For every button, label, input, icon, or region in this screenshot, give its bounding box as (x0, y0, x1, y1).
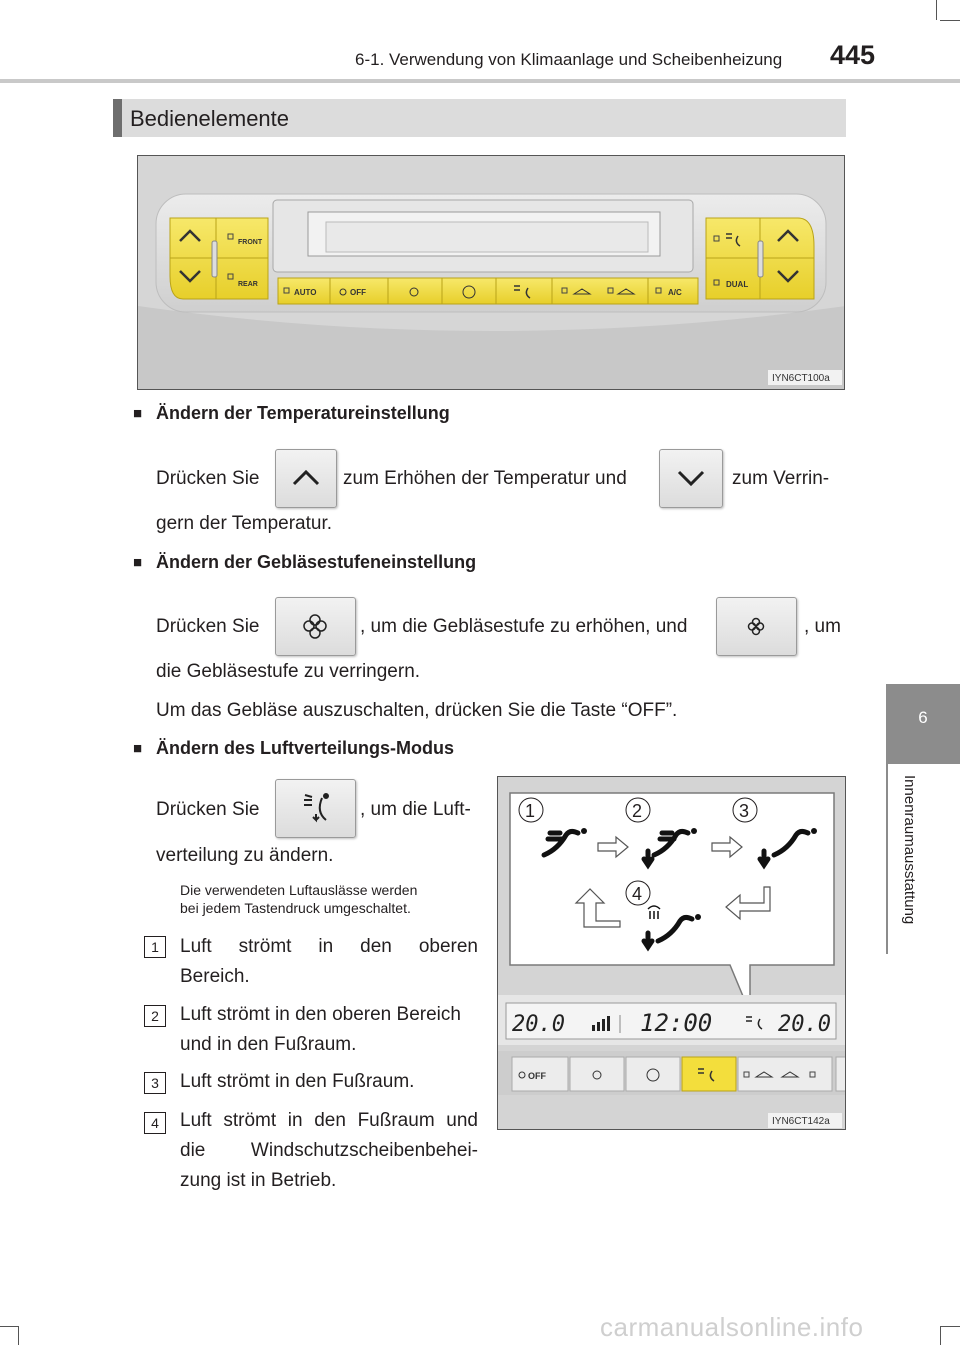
list-item-line: zung ist in Betrieb. (180, 1170, 337, 1191)
display-left-temperature: 20.0 (512, 1012, 565, 1037)
temperature-down-button-image (659, 449, 723, 508)
fan-small-icon (717, 598, 796, 655)
list-item (180, 1106, 478, 1196)
fan-text-end: , um (804, 616, 841, 637)
rear-defrost-label: REAR (238, 281, 258, 288)
front-defrost-label: FRONT (238, 239, 263, 246)
off-label: OFF (528, 1071, 546, 1081)
ac-label: A/C (668, 288, 682, 297)
list-number: 1 (144, 936, 166, 958)
airflow-mode-icon (276, 780, 355, 837)
list-item-line: die Windschutzscheibenbehei- (180, 1140, 478, 1161)
climate-panel-photo (137, 155, 845, 390)
crop-mark (940, 20, 960, 21)
list-item-line: Bereich. (180, 966, 250, 987)
running-header: 6-1. Verwendung von Klimaanlage und Scheibenheizung (355, 50, 783, 69)
temperature-text-start: Drücken Sie (156, 468, 260, 489)
climate-panel-illustration (138, 156, 845, 390)
fan-text-start: Drücken Sie (156, 616, 260, 637)
airflow-text-end: , um die Luft- (360, 799, 471, 820)
list-item-line: Luft strömt in den oberen Bereich (180, 1004, 461, 1025)
list-item (180, 1067, 478, 1097)
bullet-square: ■ (133, 405, 143, 422)
crop-mark (936, 0, 937, 20)
list-item-line: Luft strömt in den oberen (180, 936, 478, 957)
fan-off-text: Um das Gebläse auszuschalten, drücken Sie die Taste “OFF”. (156, 700, 678, 721)
callout-number: 4 (632, 884, 643, 904)
chevron-down-icon (660, 450, 722, 507)
header-rule (0, 79, 960, 83)
list-item (180, 1000, 478, 1060)
temperature-text-middle: zum Erhöhen der Temperatur und (343, 468, 627, 489)
page-number: 445 (830, 40, 876, 70)
fan-down-button-image (716, 597, 797, 656)
bullet-square: ■ (133, 740, 143, 757)
fan-large-icon (276, 598, 355, 655)
display-clock: 12:00 (640, 1009, 713, 1037)
callout-number: 2 (632, 801, 643, 821)
list-number: 4 (144, 1112, 166, 1134)
list-item (180, 932, 478, 992)
airflow-mode-diagram (498, 777, 846, 1130)
crop-mark (18, 1326, 19, 1345)
crop-mark (0, 1326, 18, 1327)
airflow-mode-button-image (275, 779, 356, 838)
section-title: Bedienelemente (130, 106, 290, 131)
section-heading-accent (113, 99, 122, 137)
fan-text-line2: die Gebläsestufe zu verringern. (156, 661, 421, 682)
fan-heading: Ändern der Gebläsestufeneinstellung (156, 552, 477, 572)
airflow-text-start: Drücken Sie (156, 799, 260, 820)
list-number: 2 (144, 1005, 166, 1027)
airflow-text-line2: verteilung zu ändern. (156, 845, 334, 866)
temperature-text-line2: gern der Temperatur. (156, 513, 333, 534)
display-right-temperature: 20.0 (778, 1012, 831, 1037)
list-number: 3 (144, 1072, 166, 1094)
chapter-number: 6 (918, 708, 928, 727)
auto-label: AUTO (294, 288, 317, 297)
off-label: OFF (350, 288, 366, 297)
callout-number: 3 (739, 801, 750, 821)
airflow-note-line1: Die verwendeten Luftauslässe werden (180, 882, 418, 898)
callout-number: 1 (525, 801, 536, 821)
photo-code: IYN6CT100a (772, 373, 830, 384)
fan-text-middle: , um die Gebläsestufe zu erhöhen, und (360, 616, 688, 637)
crop-mark (940, 1326, 941, 1345)
list-item-line: Luft strömt in den Fußraum und (180, 1110, 478, 1131)
temperature-text-end: zum Verrin- (732, 468, 830, 489)
chevron-up-icon (276, 450, 336, 507)
airflow-mode-photo (497, 776, 846, 1130)
watermark: carmanualsonline.info (600, 1312, 864, 1342)
fan-up-button-image (275, 597, 356, 656)
dual-label: DUAL (726, 280, 749, 289)
bullet-square: ■ (133, 554, 143, 571)
chapter-title: Innenraumausstattung (901, 775, 918, 925)
crop-mark (940, 1326, 960, 1327)
list-item-line: Luft strömt in den Fußraum. (180, 1071, 415, 1092)
airflow-note-line2: bei jedem Tastendruck umgeschaltet. (180, 900, 411, 916)
airflow-heading: Ändern des Luftverteilungs-Modus (156, 738, 455, 758)
temperature-heading: Ändern der Temperatureinstellung (156, 403, 450, 423)
photo-code: IYN6CT142a (772, 1116, 830, 1127)
temperature-up-button-image (275, 449, 337, 508)
list-item-line: und in den Fußraum. (180, 1034, 357, 1055)
